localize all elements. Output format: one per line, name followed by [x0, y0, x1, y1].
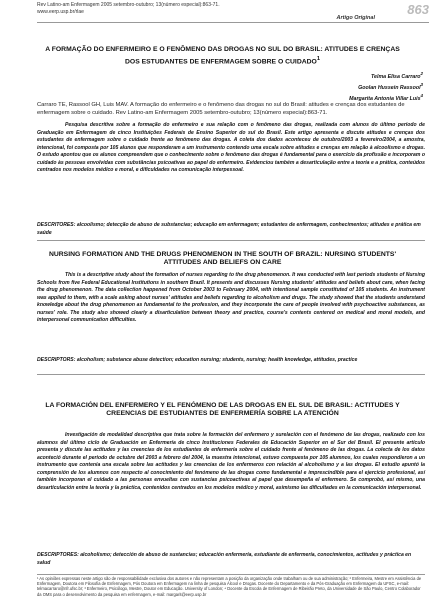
descriptors-portuguese	[37, 222, 425, 237]
section-divider	[37, 240, 425, 241]
page-header	[37, 2, 429, 24]
abstract-english: This is a descriptive study about the formation of nurses regarding to the drug phenomenon. It was conducted with last periods students of Nursing Schools from five Federal Educational Institutions in southern Brazil. It presents and discusses Nursing students' attitudes and beliefs about care, when facing the drug phenomenon. The data collection happened from October 2003 to February 2004, with intentional sample constituted of 105 students. An instrument was applied to them, with a scale asking about nurses' attitudes and beliefs regarding to alcoholism and drugs. The study showed that the students understand knowledge about the drug phenomenon as fundamental to the profession, and they incorporate the care of people involved with psychoactive substances, as nurses' role. The study also showed clearly a disarticulation between theory and practice, course's contents centered on medical and moral models, and interpersonal communication difficulties.	[37, 272, 425, 324]
footnote: ¹ As opiniões expressas neste artigo são de responsabilidade exclusiva dos autores e não representam a posição da organização onde trabalham ou de sua administração; ² Enfermeira, Mestre em Assistência de Enfermagem, Doutora em Filosofia de Enfermagem, Pós Doutora em Enfermagem na linha de pesquisa Álcool e Drogas. Docente do Departamento e da Pós-Graduação em Enfermagem da UFSC, e-mail: telmacarraro@nfr.ufsc.br; ³ Enfermeiro, Psicólogo, Mestre, Doutor em Educação. University of London; ⁴ Docente da Escola de Enfermagem de Ribeirão Preto, da Universidade de São Paulo, Centro Colaborador da OMS para o desenvolvimento da pesquisa em enfermagem, e-mail: margarit@eerp.usp.br	[37, 576, 422, 597]
author: Margarita Antonia Villar Luis$^4$	[349, 93, 423, 103]
descriptors-english	[37, 357, 425, 365]
descriptors-label: DESCRITORES:	[37, 222, 76, 228]
author: Goolan Hussein Rassool$^3$	[358, 82, 423, 91]
abstract-spanish: Investigación de modalidad descriptiva que trata sobre la formación del enfermero y surelación con el fenómeno de las drogas, realizado con los alumnos del último ciclo de Graduación en Enfermería de cinco Instituciones Federales de Educación Superior en el Sur del Brasil. El presente artículo presenta y discute las actitudes y las creencias de los estudiantes de enfermería sobre el cuidado frente al fenómeno de las drogas. La colecta de los datos aconteció durante el periodo de octubre del 2003 a febrero del 2004, la muestra intencional, estuvo compuesta por 105 alumnos, los cuales respondieron a un instrumento que contenía una escala sobre las actitudes y las creencias de los enfermeros con relación al alcoholismo y a las drogas. El estudio apuntó la comprensión de los alumnos con respecto al conocimiento del fenómeno de las drogas como fundamental e imprescindible para el ejercicio profesional, así también incorporan el cuidado a las personas envueltas con sustancias psicoactivas al papel que desempeña el enfermero. Se comprobó, así mismo, una desarticulación entre la teoría y la práctica, contenidos centrados en los modelos médico y moral, asimismo las dificultades en la comunicación interpersonal.	[37, 432, 425, 491]
descriptors-label: DESCRIPTORES:	[37, 552, 79, 558]
title-portuguese	[40, 46, 405, 66]
abstract-portuguese: Pesquisa descritiva sobre a formação do enfermeiro e sua relação com o fenômeno das drogas, realizada com alunos do último período de Graduação em Enfermagem de cinco Instituições Federais de Ensino Superior do sul do Brasil. Este artigo apresenta e discute atitudes e crenças dos estudantes de enfermagem sobre o cuidado frente ao fenômeno das drogas. A coleta dos dados aconteceu de outubro/2003 a fevereiro/2004, a amostra, intencional, foi composta por 105 alunos que responderam a um instrumento contendo uma escala sobre atitudes e crenças em relação à alcoolismo e drogas. O estudo apontou que os alunos compreendem que o conhecimento sobre o fenômeno das drogas é fundamental para o exercício da profissão e incorporam o cuidado às pessoas envolvidas com substâncias psicoativas ao papel do enfermeiro. Evidenciou também a desarticulação entre a teoria e a prática, conteúdos centrados nos modelos médico e moral, e dificuldades na comunicação interpessoal.	[37, 122, 425, 174]
journal-citation-line: Rev Latino-am Enfermagem 2005 setembro-outubro; 13(número especial):863-71.	[37, 2, 220, 8]
journal-url[interactable]: www.eerp.usp.br/rlae	[37, 9, 84, 15]
header-rule	[37, 22, 429, 23]
title-spanish: LA FORMACIÓN DEL ENFERMERO Y EL FENÓMENO DE LAS DROGAS EN EL SUL DE BRASIL: ACTITUDES Y CREENCIAS DE ESTUDIANTES DE ENFERMERÍA SOBRE LA ATENCIÓN	[45, 402, 400, 418]
descriptors-text: alcoolismo; detecção de abuso de substancias; educação em enfermagem; estudantes de enfermagem, conhecimentos; atitudes e prática em saúde	[37, 222, 421, 236]
journal-info	[37, 2, 220, 16]
descriptors-text: alcoholismo; detección de abuso de sustancias; educación enfermería, estudiante de enfermería, conocimientos, actitudes y práctica en salud	[37, 552, 412, 566]
citation: Carraro TE, Rassool GH, Luis MAV. A formação do enfermeiro e o fenômeno das drogas no sul do Brasil: atitudes e crenças dos estudantes de enfermagem sobre o cuidado. Rev Latino-am Enfermagem 2005 setembro-outubro; 13(número especial):863-71.	[37, 102, 405, 116]
descriptors-label: DESCRIPTORS:	[37, 357, 76, 363]
descriptors-text: alcoholism; substance abuse detection; education nursing; students, nursing; health knowledge, attitudes, practice	[76, 357, 358, 363]
section-divider	[37, 374, 425, 375]
page-number: 863	[407, 2, 429, 17]
author: Telma Elisa Carraro$^2$	[370, 71, 423, 80]
title-english: NURSING FORMATION AND THE DRUGS PHENOMENON IN THE SOUTH OF BRAZIL: NURSING STUDENTS' ATTITUDES AND BELIEFS ON CARE	[48, 251, 397, 267]
article-type: Artigo Original	[336, 15, 375, 21]
footnote-divider	[37, 574, 425, 575]
descriptors-spanish	[37, 552, 425, 567]
title-pt-text: A FORMAÇÃO DO ENFERMEIRO E O FENÔMENO DAS DROGAS NO SUL DO BRASIL: ATITUDES E CRENÇAS DOS ESTUDANTES DE ENFERMAGEM SOBRE O CUIDADO	[45, 46, 400, 65]
title-pt-footnote-mark: 1	[316, 55, 320, 62]
author-list	[349, 70, 423, 104]
